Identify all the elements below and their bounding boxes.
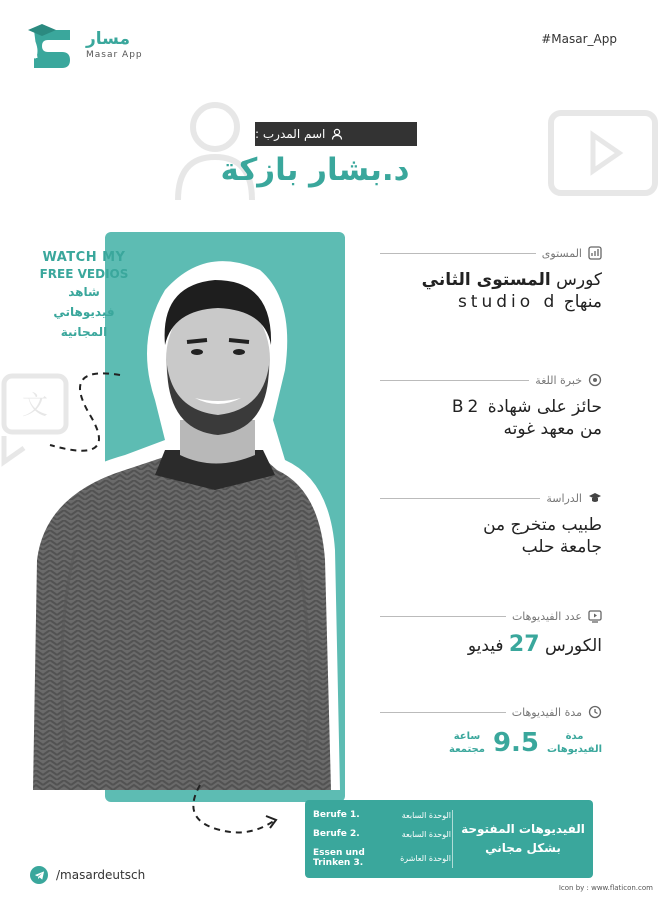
masar-logo-icon [28,22,76,72]
brand-wordmark [86,30,166,60]
study-line-2: جامعة حلب [521,537,602,557]
free-videos-box [305,800,593,878]
free-unit-2-ar: الوحدة السابعة [401,829,451,839]
study-line-1: طبيب متخرج من [483,515,602,535]
clock-icon [588,705,602,719]
section-videos-duration [380,704,602,758]
section-level-label: المستوى [541,246,582,260]
free-videos-title [457,820,589,858]
free-box-divider [452,810,453,868]
free-unit-2-de: Berufe 2. [313,829,360,839]
hashtag: #Masar_App [541,32,617,46]
language-line-2: من معهد غوته [503,419,602,439]
watch-arabic-3: المجانية [60,325,108,339]
free-title-line-2: بشكل مجاني [485,841,561,855]
level-name: المستوى الثاني [421,270,551,290]
brand-name-english: Masar App [86,50,143,60]
free-unit-1-ar: الوحدة السابعة [401,810,451,820]
watch-arabic-1: شاهد [68,285,100,299]
section-videos-duration-label: مدة الفيديوهات [511,705,582,719]
user-watermark-icon [170,95,260,205]
section-study [380,490,602,558]
svg-text:文: 文 [22,391,49,421]
video-watermark-icon [545,105,661,215]
section-study-label: الدراسة [546,491,582,505]
user-icon [331,128,343,140]
duration-right-top: ساعة [453,731,481,742]
watch-arabic-2: فيديوهاتي [53,305,115,319]
section-language-label: خبرة اللغة [535,373,582,387]
free-title-line-1: الفيديوهات المفتوحة [461,822,585,836]
duration-right-bottom: مجتمعة [449,744,485,755]
language-line-1: حائز على شهادة B2 [451,397,602,417]
videos-count-suffix: فيديو [467,636,504,656]
dashed-arrow-decoration [40,365,140,475]
language-icon [588,373,602,387]
watch-line-1: WATCH MY [42,250,126,265]
level-icon [588,246,602,260]
telegram-handle: /masardeutsch [56,868,146,882]
dashed-arrow-decoration-bottom [180,780,290,850]
free-unit-1 [313,810,451,820]
section-videos-count [380,608,602,657]
section-language [380,372,602,440]
telegram-link[interactable] [30,866,145,884]
trainer-label-box [255,122,417,146]
free-unit-1-de: Berufe 1. [313,810,360,820]
trainer-label: اسم المدرب : [255,127,326,141]
videos-count-value: 27 [508,632,540,657]
videos-count-prefix: الكورس [544,636,602,656]
section-level [380,245,602,313]
free-unit-3 [313,848,451,868]
free-unit-3-ar: الوحدة العاشرة [400,853,451,863]
free-unit-2 [313,829,451,839]
duration-value: 9.5 [492,728,539,758]
trainer-name: د.بشار بازكة [220,152,410,188]
level-curriculum: منهاج studio d [457,292,602,312]
duration-left-top: مدة [565,731,584,742]
telegram-icon [30,866,48,884]
duration-left-bottom: الفيديوهات [547,744,602,755]
icon-credit: Icon by : www.flaticon.com [558,884,653,892]
section-videos-count-label: عدد الفيديوهات [511,609,582,623]
watch-line-2: FREE VEDIOS [39,267,129,281]
watch-free-videos [30,250,138,341]
brand-name-arabic: مسار [86,29,130,49]
level-prefix: كورس [550,270,602,290]
graduation-cap-icon [588,491,602,505]
video-icon [588,609,602,623]
free-unit-3-de: Essen und Trinken 3. [313,848,365,868]
